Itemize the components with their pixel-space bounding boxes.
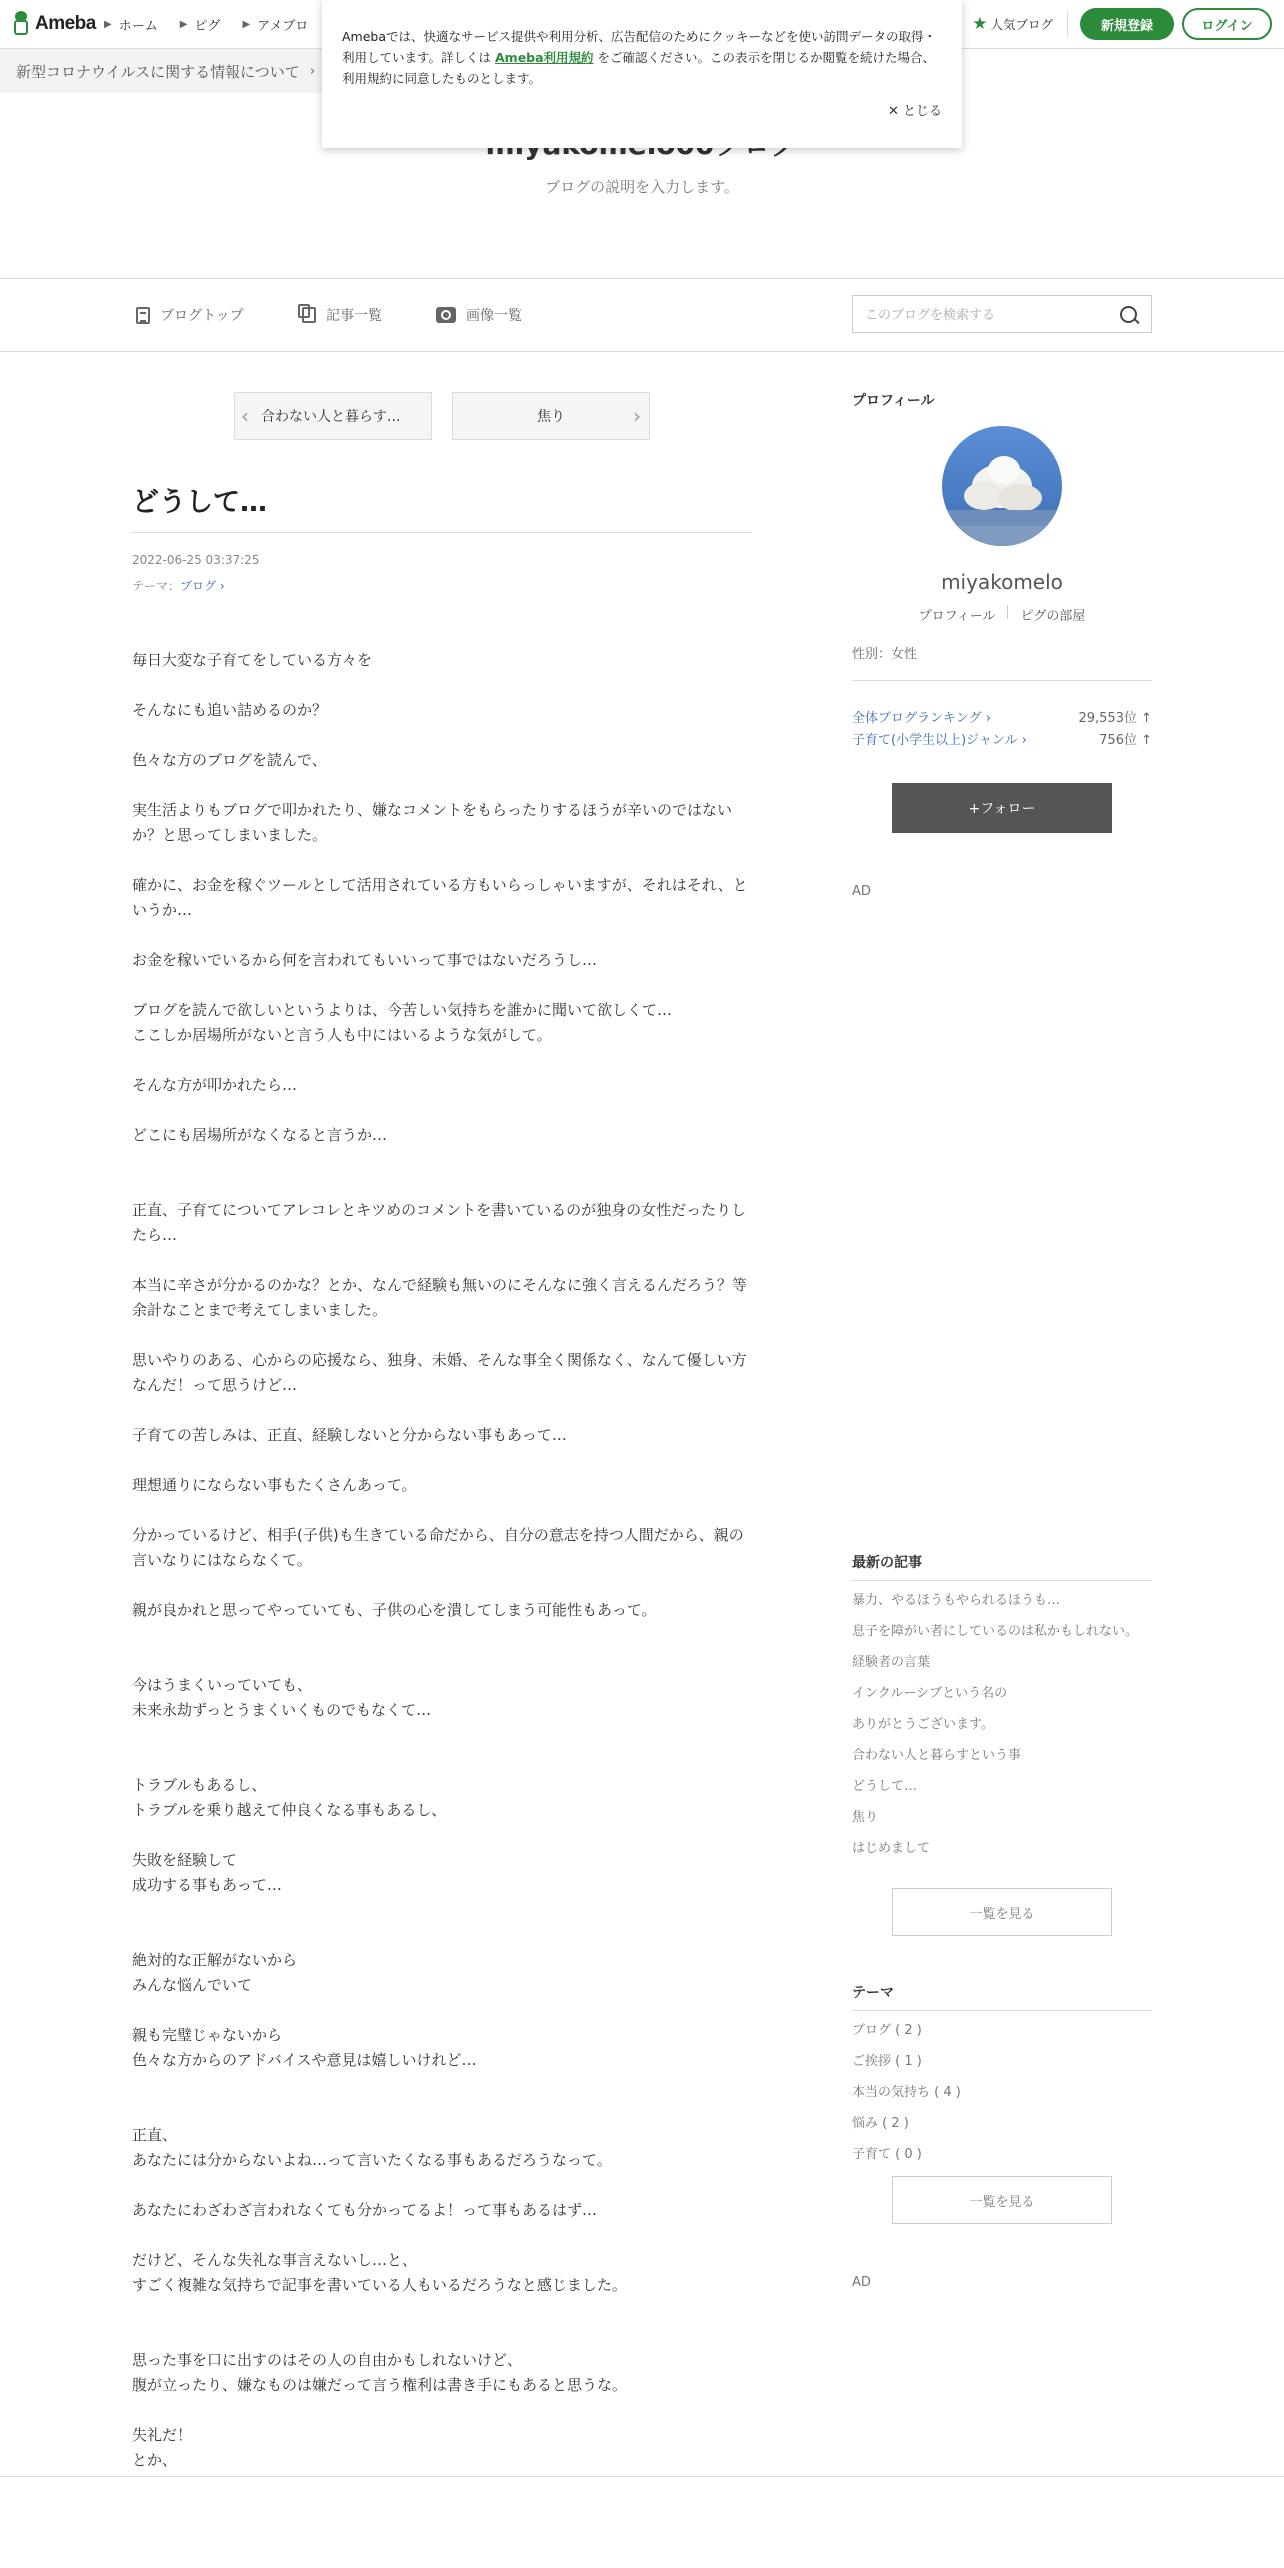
article-paragraph: だけど、そんな失礼な事言えないし…と、 すごく複雑な気持ちで記事を書いている人もいるだろうなと感じました。 <box>132 2251 627 2294</box>
article-paragraph: 本当に辛さが分かるのかな？とか、なんで経験も無いのにそんなに強く言えるんだろう？等余計なことまで考えてしまいました。 <box>132 1276 748 1319</box>
profile-links <box>852 605 1152 624</box>
ranking-overall-link[interactable]: 全体ブログランキング › <box>852 711 991 726</box>
article-paragraph: 確かに、お金を稼ぐツールとして活用されている方もいらっしゃいますが、それはそれ、というか… <box>132 876 748 919</box>
themes-more-button[interactable]: 一覧を見る <box>892 2176 1112 2224</box>
theme-link[interactable]: 本当の気持ち ( 4 ) <box>852 2085 961 2100</box>
theme-link[interactable]: ブログ ( 2 ) <box>852 2023 922 2038</box>
article-paragraph: お金を稼いでいるから何を言われてもいいって事ではないだろうし… <box>132 951 598 969</box>
blog-search <box>852 295 1152 333</box>
terms-link[interactable]: Ameba利用規約 <box>495 50 594 65</box>
nav-image-list[interactable]: 画像一覧 <box>436 305 522 325</box>
article-paragraph: どこにも居場所がなくなると言うか… <box>132 1126 388 1144</box>
article-paragraph: 絶対的な正解がないから みんな悩んでいて <box>132 1951 298 1994</box>
document-icon <box>136 307 150 324</box>
divider <box>0 2476 1284 2477</box>
popular-blog-link[interactable]: ★ 人気ブログ <box>972 11 1068 37</box>
article-paragraph: 親も完璧じゃないから 色々な方からのアドバイスや意見は嬉しいけれど… <box>132 2026 477 2069</box>
ameba-logo[interactable] <box>12 11 96 37</box>
next-article-button[interactable]: 焦り › <box>452 392 650 440</box>
article-paragraph <box>132 1648 752 1673</box>
divider <box>852 2010 1152 2011</box>
divider <box>852 1580 1152 1581</box>
chevron-right-icon: ▶ <box>179 19 188 30</box>
article-paragraph: 毎日大変な子育てをしている方々を <box>132 651 373 669</box>
covid-info-banner[interactable] <box>0 49 330 93</box>
article-paragraph: トラブルもあるし、 トラブルを乗り越えて仲良くなる事もあるし、 <box>132 1776 447 1819</box>
theme-link[interactable]: 悩み ( 2 ) <box>852 2116 909 2131</box>
pigg-room-link[interactable]: ピグの部屋 <box>1020 609 1086 624</box>
profile-link[interactable]: プロフィール <box>918 609 996 624</box>
profile-name[interactable]: miyakomelo <box>941 570 1063 594</box>
article-paragraph: そんな方が叩かれたら… <box>132 1076 298 1094</box>
chevron-right-icon: ▶ <box>242 19 251 30</box>
article-paragraph: 思いやりのある、心からの応援なら、独身、未婚、そんな事全く関係なく、なんて優しい方なんだ！って思うけど… <box>132 1351 747 1394</box>
recent-heading: 最新の記事 <box>852 1555 922 1571</box>
profile-gender: 性別：女性 <box>852 647 918 662</box>
divider <box>852 680 1152 681</box>
separator <box>1007 605 1008 619</box>
article-paragraph: 失礼だ！ とか、 <box>132 2426 193 2469</box>
article-paragraph: 色々な方のブログを読んで、 <box>132 751 327 769</box>
logo-text: Ameba <box>35 13 96 34</box>
article-paragraph <box>132 1173 752 1198</box>
article-body <box>132 648 752 2498</box>
camera-icon <box>436 307 456 323</box>
recent-more-button[interactable]: 一覧を見る <box>892 1888 1112 1936</box>
ad-label: AD <box>852 2275 871 2290</box>
theme-link[interactable]: 子育て ( 0 ) <box>852 2147 922 2162</box>
article-paragraph <box>132 1923 752 1948</box>
cookie-close-button[interactable]: ✕ とじる <box>887 104 942 119</box>
cookie-consent-dialog <box>322 0 962 148</box>
article-date: 2022-06-25 03:37:25 <box>132 553 260 567</box>
recent-article-link[interactable]: どうして… <box>852 1779 918 1794</box>
global-nav <box>104 15 330 34</box>
recent-list <box>852 1591 1152 1858</box>
chevron-left-icon: ‹ <box>241 404 249 428</box>
profile-avatar[interactable] <box>942 426 1062 546</box>
article-paragraph: 正直、 あなたには分からないよね…って言いたくなる事もあるだろうなって。 <box>132 2126 612 2169</box>
recent-article-link[interactable]: 暴力、やるほうもやられるほうも… <box>852 1593 1061 1608</box>
article-paragraph: ブログを読んで欲しいというよりは、今苦しい気持ちを誰かに聞いて欲しくて… ここしか居場所がないと言う人も中にはいるような気がして。 <box>132 1001 673 1044</box>
avatar-image <box>942 426 1062 546</box>
ranking-overall: 全体ブログランキング › 29,553位 ↑ <box>852 707 1152 726</box>
ranking-genre-link[interactable]: 子育て(小学生以上)ジャンル › <box>852 733 1027 748</box>
article-paragraph: そんなにも追い詰めるのか？ <box>132 701 328 719</box>
recent-article-link[interactable]: 合わない人と暮らすという事 <box>852 1748 1022 1763</box>
cookie-text: Amebaでは、快適なサービス提供や利用分析、広告配信のためにクッキーなどを使い訪問データの取得・利用しています。詳しくは Ameba利用規約 をご確認ください。この表示を閉じるか閲覧を続けた場合、利用規約に同意したものとします。 <box>342 29 937 86</box>
themes-heading: テーマ <box>852 1985 894 2001</box>
header-actions <box>972 0 1284 48</box>
nav-blog-top[interactable]: ブログトップ <box>136 305 244 325</box>
article-paragraph: 今はうまくいっていても、 未来永劫ずっとうまくいくものでもなくて… <box>132 1676 432 1719</box>
chevron-right-icon: › <box>633 404 641 428</box>
blog-description: ブログの説明を入力します。 <box>545 178 739 196</box>
recent-article-link[interactable]: 経験者の言葉 <box>852 1655 931 1670</box>
chevron-right-icon: › <box>309 63 316 79</box>
article-paragraph <box>132 2323 752 2348</box>
recent-article-link[interactable]: 息子を障がい者にしているのは私かもしれない。 <box>852 1624 1139 1639</box>
article-title: どうして… <box>132 487 267 518</box>
article-paragraph: あなたにわざわざ言われなくても分かってるよ！って事もあるはず… <box>132 2201 598 2219</box>
themes-list <box>852 2021 1152 2164</box>
article-paragraph <box>132 2098 752 2123</box>
article-paragraph: 分かっているけど、相手(子供)も生きている命だから、自分の意志を持つ人間だから、親の言いなりにはならなくて。 <box>132 1526 744 1569</box>
article-paragraph: 理想通りにならない事もたくさんあって。 <box>132 1476 417 1494</box>
blog-search-input[interactable] <box>853 296 1117 334</box>
star-icon: ★ <box>972 14 988 34</box>
ad-label: AD <box>852 884 871 899</box>
recent-article-link[interactable]: インクルーシブという名の <box>852 1686 1008 1701</box>
theme-link[interactable]: ご挨拶 ( 1 ) <box>852 2054 922 2069</box>
article-paragraph: 子育ての苦しみは、正直、経験しないと分からない事もあって… <box>132 1426 567 1444</box>
recent-articles <box>852 1552 1152 1870</box>
theme-link[interactable]: ブログ › <box>180 579 225 593</box>
divider <box>132 532 752 533</box>
themes-section <box>852 1982 1152 2176</box>
article-paragraph: 正直、子育てについてアレコレとキツめのコメントを書いているのが独身の女性だったりしたら… <box>132 1201 747 1244</box>
nav-home[interactable]: ▶ ホーム <box>104 19 158 34</box>
prev-article-button[interactable]: ‹ 合わない人と暮らす... <box>234 392 432 440</box>
articles-icon <box>302 307 316 323</box>
recent-article-link[interactable]: 焦り <box>852 1810 879 1825</box>
covid-banner-text: 新型コロナウイルスに関する情報について <box>16 62 300 81</box>
article-paragraph: 親が良かれと思ってやっていても、子供の心を潰してしまう可能性もあって。 <box>132 1601 657 1619</box>
ranking-genre: 子育て(小学生以上)ジャンル › 756位 ↑ <box>852 729 1152 748</box>
article-paragraph <box>132 1748 752 1773</box>
chevron-right-icon: ▶ <box>104 19 112 30</box>
close-icon: ✕ <box>887 104 899 119</box>
search-icon[interactable] <box>1120 306 1137 323</box>
nav-pigg[interactable]: ▶ ピグ <box>179 19 221 34</box>
login-button[interactable]: ログイン <box>1182 8 1272 40</box>
ameba-logo-icon <box>12 11 30 37</box>
follow-button[interactable]: +フォロー <box>892 783 1112 833</box>
nav-article-list[interactable]: 記事一覧 <box>302 305 382 325</box>
article-paragraph: 実生活よりもブログで叩かれたり、嫌なコメントをもらったりするほうが辛いのではないか？と思ってしまいました。 <box>132 801 733 844</box>
article-paragraph: 思った事を口に出すのはその人の自由かもしれないけど、 腹が立ったり、嫌なものは嫌だって言う権利は書き手にもあると思うな。 <box>132 2351 628 2394</box>
register-button[interactable]: 新規登録 <box>1080 8 1174 40</box>
article-paragraph: 失敗を経験して 成功する事もあって… <box>132 1851 282 1894</box>
recent-article-link[interactable]: はじめまして <box>852 1841 931 1856</box>
recent-article-link[interactable]: ありがとうございます。 <box>852 1717 994 1732</box>
nav-ameblo[interactable]: ▶ アメブロ <box>242 19 309 34</box>
article-theme: テーマ：ブログ › <box>132 579 225 593</box>
profile-heading: プロフィール <box>852 393 935 409</box>
